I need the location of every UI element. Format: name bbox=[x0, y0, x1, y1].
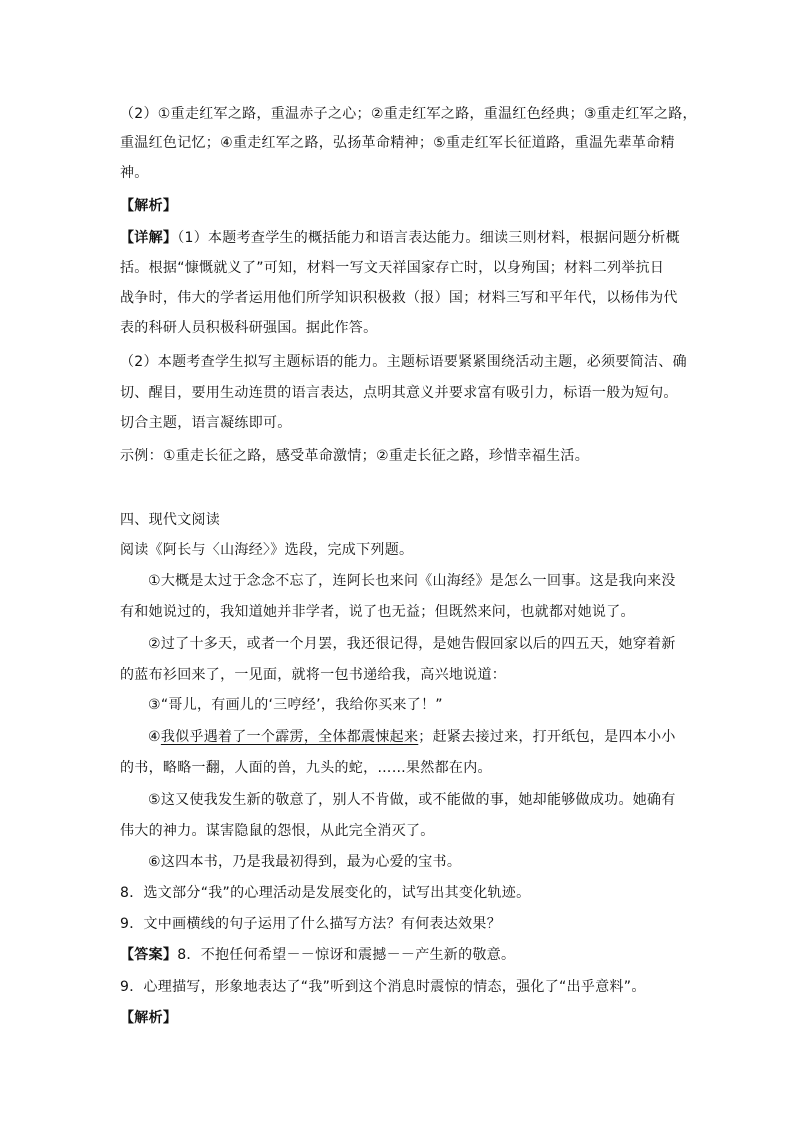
question-8: 8．选文部分“我”的心理活动是发展变化的，试写出其变化轨迹。 bbox=[120, 885, 531, 901]
reading-intro: 阅读《阿长与〈山海经〉》选段，完成下列题。 bbox=[120, 542, 414, 558]
analysis-heading-2: 【解析】 bbox=[120, 1010, 178, 1026]
answer-part2-line1: （2）①重走红军之路，重温赤子之心；②重走红军之路，重温红色经典；③重走红军之路， bbox=[120, 106, 697, 122]
answer-8-text: 8．不抱任何希望－－惊讶和震撼－－产生新的敬意。 bbox=[177, 947, 516, 963]
detail-text: （1）本题考查学生的概括能力和语言表达能力。细读三则材料，根据问题分析概 bbox=[177, 230, 680, 246]
detail-line4: 表的科研人员积极科研强国。据此作答。 bbox=[120, 320, 378, 336]
para4-number: ④ bbox=[148, 729, 161, 745]
passage-para1-line2: 有和她说过的，我知道她并非学者，说了也无益；但既然来问，也就都对她说了。 bbox=[120, 604, 635, 620]
answer-part2-line3: 神。 bbox=[120, 165, 149, 181]
answer-9-text: 9．心理描写，形象地表达了“我”听到这个消息时震惊的情态，强化了“出乎意料”。 bbox=[120, 979, 646, 995]
passage-para4-line1 bbox=[148, 727, 676, 747]
passage-para5-line2: 伟大的神力。谋害隐鼠的怨恨，从此完全消灭了。 bbox=[120, 823, 435, 839]
passage-para2-line1: ②过了十多天，或者一个月罢，我还很记得，是她告假回家以后的四五天，她穿着新 bbox=[148, 636, 676, 652]
passage-para4-line2: 的书，略略一翻，人面的兽，九头的蛇，……果然都在内。 bbox=[120, 760, 492, 776]
part2-analysis-line3: 切合主题，语言凝练即可。 bbox=[120, 415, 292, 431]
passage-para5-line1: ⑤这又使我发生新的敬意了，别人不肯做，或不能做的事，她却能够做成功。她确有 bbox=[148, 792, 676, 808]
answer-label: 【答案】 bbox=[120, 947, 178, 963]
answer-line-8 bbox=[120, 945, 515, 965]
passage-para3: ③“哥儿，有画儿的‘三哼经’，我给你买来了！” bbox=[148, 697, 443, 713]
passage-para1-line1: ①大概是太过于念念不忘了，连阿长也来问《山海经》是怎么一回事。这是我向来没 bbox=[148, 573, 676, 589]
part2-analysis-line1: （2）本题考查学生拟写主题标语的能力。主题标语要紧紧围绕活动主题，必须要简洁、确 bbox=[120, 354, 687, 370]
para4-rest: ；赶紧去接过来，打开纸包，是四本小小 bbox=[418, 729, 676, 745]
underlined-sentence: 我似乎遇着了一个霹雳，全体都震悚起来 bbox=[160, 729, 419, 745]
passage-para6: ⑥这四本书，乃是我最初得到，最为心爱的宝书。 bbox=[148, 854, 462, 870]
part2-analysis-line2: 切、醒目，要用生动连贯的语言表达，点明其意义并要求富有吸引力，标语一般为短句。 bbox=[120, 385, 678, 401]
analysis-heading: 【解析】 bbox=[120, 198, 178, 214]
detail-line2: 括。根据“慷慨就义了”可知，材料一写文天祥国家存亡时，以身殉国；材料二列举抗日 bbox=[120, 260, 665, 276]
section-title: 四、现代文阅读 bbox=[120, 512, 221, 528]
example-text: 示例：①重走长征之路，感受革命激情；②重走长征之路，珍惜幸福生活。 bbox=[120, 448, 589, 464]
detail-line1 bbox=[120, 228, 680, 248]
detail-label: 【详解】 bbox=[120, 230, 178, 246]
detail-line3: 战争时，伟大的学者运用他们所学知识积极救（报）国；材料三写和平年代，以杨伟为代 bbox=[120, 290, 678, 306]
question-9: 9．文中画横线的句子运用了什么描写方法？有何表达效果？ bbox=[120, 916, 502, 932]
passage-para2-line2: 的蓝布衫回来了，一见面，就将一包书递给我，高兴地说道： bbox=[120, 667, 507, 683]
answer-part2-line2: 重温红色记忆；④重走红军之路，弘扬革命精神；⑤重走红军长征道路，重温先辈革命精 bbox=[120, 135, 675, 151]
